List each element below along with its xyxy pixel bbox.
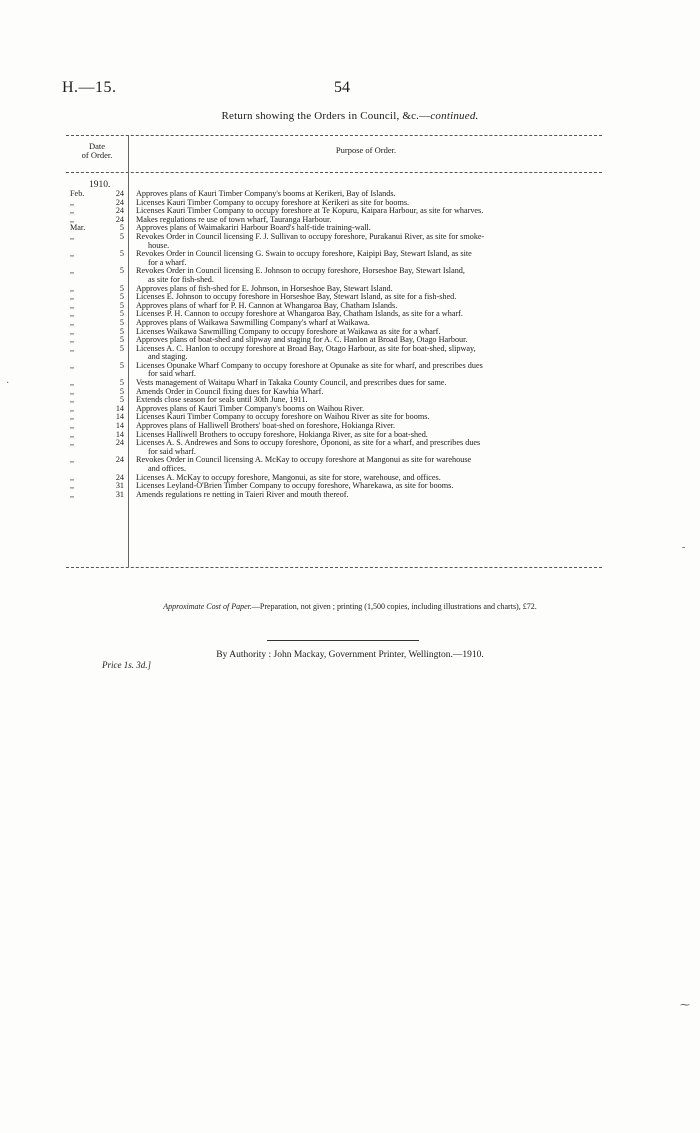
row-day: 24 xyxy=(115,438,124,448)
table-row xyxy=(70,491,610,500)
scan-mark: · xyxy=(6,378,10,389)
row-day: 5 xyxy=(119,360,124,370)
row-month: ,, xyxy=(70,429,75,439)
row-month: ,, xyxy=(70,421,75,431)
table-row xyxy=(70,456,610,473)
row-purpose-text: Licenses A. C. Hanlon to occupy foreshore at Broad Bay, Otago Harbour, as site for boat-shed, slipway, xyxy=(136,343,476,353)
row-month: ,, xyxy=(70,472,75,482)
price-label: Price 1s. 3d.] xyxy=(102,660,151,670)
row-month: ,, xyxy=(70,335,75,345)
row-day: 31 xyxy=(115,481,124,491)
cost-footnote xyxy=(100,602,600,611)
row-day: 5 xyxy=(119,231,124,241)
row-day: 24 xyxy=(115,197,124,207)
row-purpose-text: Approves plans of boat-shed and slipway and staging for A. C. Hanlon at Broad Bay, Otago Harbour. xyxy=(136,335,468,345)
row-month: ,, xyxy=(70,489,75,499)
table-bottom-rule xyxy=(66,567,602,568)
row-purpose-text: Licenses Leyland-O'Brien Timber Company to occupy foreshore, Wharekawa, as site for booms. xyxy=(136,481,454,491)
row-purpose xyxy=(136,362,604,379)
row-purpose-text: Approves plans of Kauri Timber Company's booms on Waihou River. xyxy=(136,403,365,413)
row-purpose-text: Approves plans of Waikawa Sawmilling Company's wharf at Waikawa. xyxy=(136,317,370,327)
row-purpose xyxy=(136,491,604,500)
table-top-rule xyxy=(66,135,602,136)
scan-mark: ‐ xyxy=(682,542,686,553)
row-month: ,, xyxy=(70,403,75,413)
row-day: 24 xyxy=(115,472,124,482)
row-month: ,, xyxy=(70,283,75,293)
row-day: 31 xyxy=(115,489,124,499)
row-purpose xyxy=(136,267,604,284)
row-purpose-continuation: for said wharf. xyxy=(148,369,196,379)
row-month: ,, xyxy=(70,481,75,491)
row-day: 5 xyxy=(119,395,124,405)
row-day: 24 xyxy=(115,189,124,198)
row-day: 5 xyxy=(119,223,124,233)
row-purpose-text: Approves plans of fish-shed for E. Johnson, in Horseshoe Bay, Stewart Island. xyxy=(136,283,393,293)
row-purpose-text: Amends regulations re netting in Taieri River and mouth thereof. xyxy=(136,489,349,499)
row-purpose-text: Revokes Order in Council licensing G. Swain to occupy foreshore, Kaipipi Bay, Stewart Island, as site xyxy=(136,249,472,259)
title-continued: continued. xyxy=(430,110,479,122)
row-month: ,, xyxy=(70,438,75,448)
row-day: 5 xyxy=(119,266,124,276)
row-purpose-text: Vests management of Waitapu Wharf in Takaka County Council, and prescribes dues for same. xyxy=(136,378,447,388)
row-purpose-continuation: and offices. xyxy=(148,464,187,473)
row-day: 24 xyxy=(115,206,124,216)
column-header-date-line1: Date xyxy=(88,141,106,151)
year-label: 1910. xyxy=(89,180,111,190)
row-purpose-text: Licenses Waikawa Sawmilling Company to occupy foreshore at Waikawa as site for a wharf. xyxy=(136,326,441,336)
row-month: ,, xyxy=(70,395,75,405)
row-month: ,, xyxy=(70,206,75,216)
row-purpose-text: Amends Order in Council fixing dues for Kawhia Wharf. xyxy=(136,386,324,396)
row-day: 5 xyxy=(119,343,124,353)
row-purpose xyxy=(136,345,604,362)
row-day: 5 xyxy=(119,386,124,396)
row-purpose-text: Licenses Halliwell Brothers to occupy foreshore, Hokianga River, as site for a boat-shed. xyxy=(136,429,428,439)
table-header-rule xyxy=(66,172,602,173)
row-month: ,, xyxy=(70,231,75,241)
row-purpose-text: Revokes Order in Council licensing E. Johnson to occupy foreshore, Horseshoe Bay, Stewart Island, xyxy=(136,266,465,276)
row-day: 5 xyxy=(119,326,124,336)
row-month: ,, xyxy=(70,386,75,396)
document-code: H.—15. xyxy=(62,79,117,96)
row-purpose-text: Approves plans of wharf for P. H. Cannon at Whangaroa Bay, Chatham Islands. xyxy=(136,300,398,310)
row-month: ,, xyxy=(70,378,75,388)
row-purpose xyxy=(136,456,604,473)
row-purpose-text: Licenses Kauri Timber Company to occupy foreshore on Waihou River as site for booms. xyxy=(136,412,430,422)
row-day: 5 xyxy=(119,335,124,345)
page-number: 54 xyxy=(334,79,350,96)
column-header-date xyxy=(66,142,128,160)
row-month: Feb. xyxy=(70,189,85,198)
row-purpose-text: Approves plans of Halliwell Brothers' boat-shed on foreshore, Hokianga River. xyxy=(136,421,396,431)
row-day: 5 xyxy=(119,283,124,293)
row-purpose-text: Licenses P. H. Cannon to occupy foreshore at Whangaroa Bay, Chatham Islands, as site for a wharf. xyxy=(136,309,463,319)
row-day: 24 xyxy=(115,214,124,224)
row-month: ,, xyxy=(70,197,75,207)
cost-details: —Preparation, not given ; printing (1,500 copies, including illustrations and charts), £72. xyxy=(251,602,537,611)
column-header-purpose: Purpose of Order. xyxy=(335,145,397,155)
row-day: 5 xyxy=(119,378,124,388)
row-purpose-text: Licenses Kauri Timber Company to occupy foreshore at Te Kopuru, Kaipara Harbour, as site for wharves. xyxy=(136,206,484,216)
row-month: Mar. xyxy=(70,223,86,233)
row-month: ,, xyxy=(70,266,75,276)
row-day: 5 xyxy=(119,292,124,302)
row-purpose-text: Revokes Order in Council licensing A. McKay to occupy foreshore at Mangonui as site for warehouse xyxy=(136,455,472,465)
row-purpose-text: Licenses Kauri Timber Company to occupy foreshore at Kerikeri as site for booms. xyxy=(136,197,410,207)
row-purpose-text: Licenses E. Johnson to occupy foreshore in Horseshoe Bay, Stewart Island, as site for a fish-shed. xyxy=(136,292,457,302)
page-title xyxy=(0,110,700,122)
row-purpose-text: Revokes Order in Council licensing F. J. Sullivan to occupy foreshore, Purakanui River, as site for smoke- xyxy=(136,231,485,241)
row-month: ,, xyxy=(70,292,75,302)
row-month: ,, xyxy=(70,455,75,465)
row-purpose-text: Makes regulations re use of town wharf, Tauranga Harbour. xyxy=(136,214,332,224)
row-purpose-text: Extends close season for seals until 30th June, 1911. xyxy=(136,395,308,405)
column-header-date-line2: of Order. xyxy=(81,150,113,160)
table-row xyxy=(70,345,610,362)
row-purpose-text: Approves plans of Kauri Timber Company's booms at Kerikeri, Bay of Islands. xyxy=(136,189,396,198)
row-day: 5 xyxy=(119,309,124,319)
row-day: 14 xyxy=(115,412,124,422)
row-day: 14 xyxy=(115,421,124,431)
scan-mark: ⁓ xyxy=(680,1000,690,1011)
orders-table-body xyxy=(70,190,610,499)
row-purpose xyxy=(136,233,604,250)
row-day: 24 xyxy=(115,455,124,465)
row-purpose-text: Licenses A. S. Andrewes and Sons to occupy foreshore, Opononi, as site for a wharf, and prescribes dues xyxy=(136,438,481,448)
row-month: ,, xyxy=(70,343,75,353)
row-purpose-text: Approves plans of Waimakariri Harbour Board's half-tide training-wall. xyxy=(136,223,371,233)
row-day: 14 xyxy=(115,403,124,413)
footer-rule xyxy=(267,640,419,641)
title-main: Return showing the Orders in Council, &c.— xyxy=(221,110,431,122)
row-purpose-continuation: house. xyxy=(148,240,170,250)
row-purpose-continuation: and staging. xyxy=(148,352,188,362)
row-purpose-continuation: for a wharf. xyxy=(148,257,187,267)
printer-authority: By Authority : John Mackay, Government Printer, Wellington.—1910. xyxy=(216,650,484,660)
row-day: 5 xyxy=(119,300,124,310)
table-row xyxy=(70,267,610,284)
row-month: ,, xyxy=(70,317,75,327)
row-purpose-continuation: for said wharf. xyxy=(148,446,196,456)
row-purpose-text: Licenses Opunake Wharf Company to occupy foreshore at Opunake as site for wharf, and prescribes dues xyxy=(136,360,483,370)
row-purpose-text: Licenses A. McKay to occupy foreshore, Mangonui, as site for store, warehouse, and offices. xyxy=(136,472,441,482)
row-month: ,, xyxy=(70,360,75,370)
row-month: ,, xyxy=(70,249,75,259)
row-month: ,, xyxy=(70,412,75,422)
table-row xyxy=(70,233,610,250)
row-month: ,, xyxy=(70,309,75,319)
row-purpose xyxy=(136,439,604,456)
row-purpose xyxy=(136,250,604,267)
cost-label: Approximate Cost of Paper. xyxy=(163,602,252,611)
table-row xyxy=(70,362,610,379)
row-month: ,, xyxy=(70,326,75,336)
row-day: 14 xyxy=(115,429,124,439)
table-row xyxy=(70,439,610,456)
row-month: ,, xyxy=(70,300,75,310)
row-day: 5 xyxy=(119,249,124,259)
row-purpose-continuation: as site for fish-shed. xyxy=(148,274,214,284)
row-month: ,, xyxy=(70,214,75,224)
row-day: 5 xyxy=(119,317,124,327)
table-row xyxy=(70,250,610,267)
